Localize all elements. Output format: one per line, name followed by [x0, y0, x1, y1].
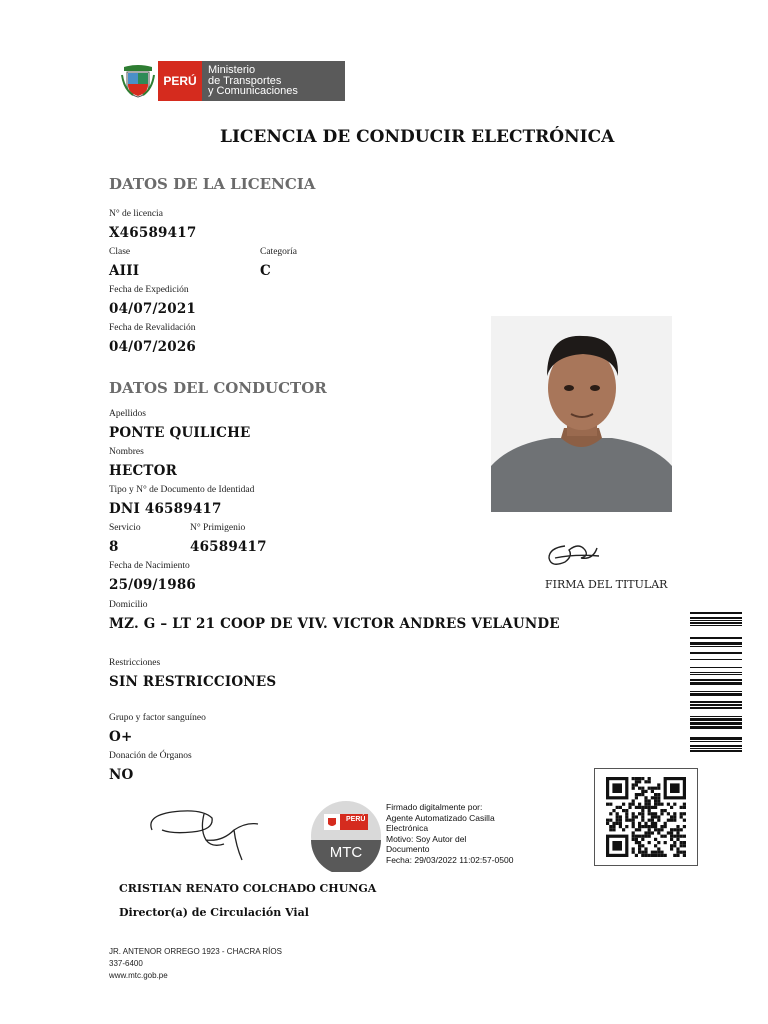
- license-number: X46589417: [109, 225, 197, 241]
- footer-phone: 337-6400: [109, 959, 143, 968]
- organ-donation: NO: [109, 767, 134, 783]
- digital-signature-line-2: Agente Automatizado Casilla: [386, 812, 495, 823]
- digital-signature-line-4: Motivo: Soy Autor del: [386, 833, 467, 844]
- category-label: Categoría: [260, 247, 297, 257]
- class-label: Clase: [109, 247, 131, 257]
- license-category: C: [260, 263, 271, 279]
- document-title: LICENCIA DE CONDUCIR ELECTRÓNICA: [220, 127, 615, 147]
- director-position: Director(a) de Circulación Vial: [119, 906, 309, 919]
- digital-signature-line-6: Fecha: 29/03/2022 11:02:57-0500: [386, 854, 514, 865]
- revalidation-date: 04/07/2026: [109, 339, 197, 355]
- director-signature: [142, 800, 267, 868]
- director-name: CRISTIAN RENATO COLCHADO CHUNGA: [119, 882, 377, 895]
- issue-date-label: Fecha de Expedición: [109, 285, 189, 295]
- ministry-line-3: y Comunicaciones: [208, 85, 298, 97]
- digital-signature-line-5: Documento: [386, 844, 430, 854]
- ministry-name: [202, 61, 345, 101]
- qr-code: [594, 768, 698, 866]
- seal-country: PERÚ: [346, 816, 366, 823]
- barcode: [690, 612, 742, 752]
- organ-donation-label: Donación de Órganos: [109, 751, 192, 761]
- birth-date-label: Fecha de Nacimiento: [109, 561, 190, 571]
- digital-signature-line-3: Electrónica: [386, 823, 429, 833]
- id-document-label: Tipo y N° de Documento de Identidad: [109, 485, 255, 495]
- footer-website: www.mtc.gob.pe: [109, 971, 168, 980]
- restrictions: SIN RESTRICCIONES: [109, 674, 277, 690]
- license-section-title: DATOS DE LA LICENCIA: [109, 175, 316, 193]
- driver-section-title: DATOS DEL CONDUCTOR: [109, 379, 327, 397]
- names: HECTOR: [109, 463, 178, 479]
- first-license: 46589417: [190, 539, 267, 555]
- birth-date: 25/09/1986: [109, 577, 197, 593]
- digital-signature-info: [386, 802, 513, 865]
- holder-signature-caption: FIRMA DEL TITULAR: [545, 578, 668, 591]
- seal-mtc-text: MTC: [329, 844, 363, 861]
- blood-type: O+: [109, 729, 133, 745]
- address-label: Domicilio: [109, 600, 148, 610]
- revalidation-date-label: Fecha de Revalidación: [109, 323, 196, 333]
- coat-of-arms-icon: [118, 61, 158, 101]
- restrictions-label: Restricciones: [109, 658, 161, 668]
- service: 8: [109, 539, 119, 555]
- service-label: Servicio: [109, 523, 141, 533]
- peru-label: PERÚ: [158, 61, 202, 101]
- surname-label: Apellidos: [109, 409, 146, 419]
- footer-contact: [109, 946, 282, 982]
- issue-date: 04/07/2021: [109, 301, 197, 317]
- driver-photo: [491, 316, 672, 512]
- names-label: Nombres: [109, 447, 144, 457]
- footer-address: JR. ANTENOR ORREGO 1923 - CHACRA RÍOS: [109, 947, 282, 956]
- surname: PONTE QUILICHE: [109, 425, 251, 441]
- ministry-line-1: Ministerio: [208, 64, 256, 76]
- license-number-label: N° de licencia: [109, 209, 163, 219]
- holder-signature: [545, 538, 601, 574]
- license-class: AIII: [109, 263, 140, 279]
- id-document: DNI 46589417: [109, 501, 222, 517]
- address: MZ. G – LT 21 COOP DE VIV. VICTOR ANDRES VELAUNDE: [109, 616, 560, 632]
- first-license-label: N° Primigenio: [190, 523, 246, 533]
- ministry-line-2: de Transportes: [208, 74, 282, 87]
- ministry-logo: [118, 61, 345, 101]
- digital-signature-line-1: Firmado digitalmente por:: [386, 802, 483, 812]
- blood-type-label: Grupo y factor sanguíneo: [109, 713, 206, 723]
- mtc-seal: [310, 800, 382, 876]
